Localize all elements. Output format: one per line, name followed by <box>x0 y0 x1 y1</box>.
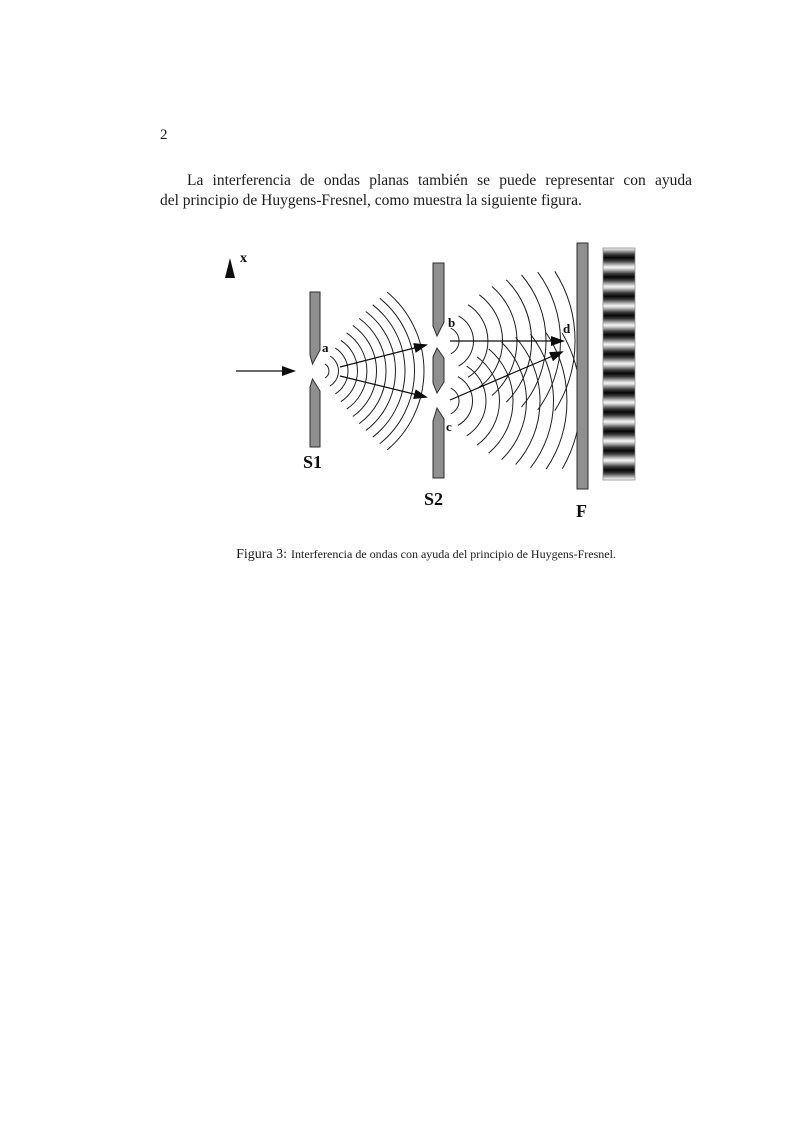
interference-figure <box>185 235 650 530</box>
caption-label: Figura 3: <box>236 547 288 562</box>
label-screen-s2: S2 <box>424 489 444 509</box>
x-axis-arrow-icon <box>225 258 235 278</box>
paragraph-line: del principio de Huygens-Fresnel, como muestra la siguiente figura. <box>160 192 582 209</box>
label-slit-c: c <box>446 419 452 434</box>
screen-s2-middle <box>433 348 444 393</box>
page-number: 2 <box>160 127 168 143</box>
screen-s2-bottom <box>433 408 444 478</box>
label-screen-f: F <box>576 501 587 521</box>
x-axis-label: x <box>240 251 247 266</box>
label-slit-a: a <box>322 340 329 355</box>
paragraph-line: La interferencia de ondas planas también se puede representar con ayuda <box>187 172 692 189</box>
body-paragraph <box>160 171 692 211</box>
label-point-d: d <box>563 321 571 336</box>
label-slit-b: b <box>448 315 456 330</box>
wavefronts-a <box>325 292 424 450</box>
screen-f <box>577 243 588 489</box>
figure-caption <box>160 545 692 563</box>
caption-text: Interferencia de ondas con ayuda del principio de Huygens-Fresnel. <box>291 547 616 561</box>
fringe-pattern <box>603 248 635 480</box>
label-screen-s1: S1 <box>303 452 323 472</box>
screen-s1-lower <box>310 379 320 447</box>
screen-s2-top <box>433 263 444 336</box>
screen-s1-upper <box>310 292 320 364</box>
